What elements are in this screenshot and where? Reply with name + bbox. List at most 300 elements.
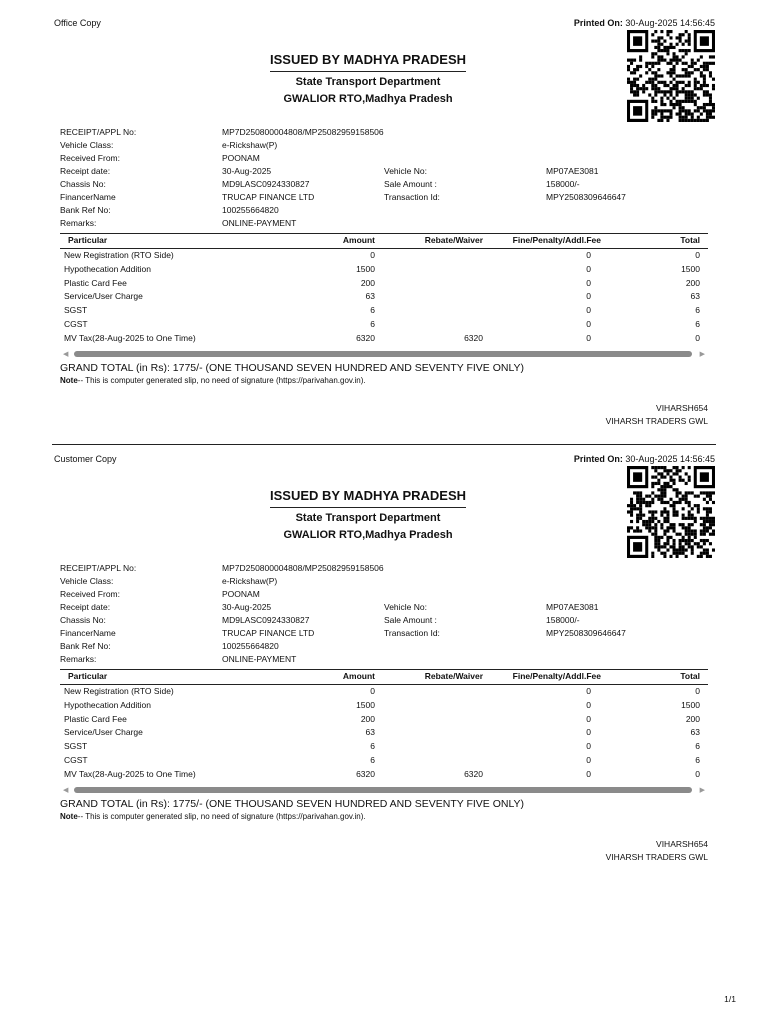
qr-module xyxy=(688,49,691,52)
qr-module xyxy=(660,116,663,119)
cell-particular: MV Tax(28-Aug-2025 to One Time) xyxy=(64,768,196,779)
qr-module xyxy=(663,93,666,96)
qr-module xyxy=(663,49,666,52)
qr-module xyxy=(633,59,636,62)
qr-module xyxy=(666,539,669,542)
qr-module xyxy=(663,555,666,558)
qr-module xyxy=(694,504,697,507)
qr-module xyxy=(679,498,682,501)
qr-module xyxy=(694,93,697,96)
qr-module xyxy=(682,536,685,539)
qr-module xyxy=(651,498,654,501)
qr-module xyxy=(679,539,682,542)
qr-module xyxy=(660,545,663,548)
qr-module xyxy=(669,90,672,93)
qr-module xyxy=(709,71,712,74)
qr-module xyxy=(691,93,694,96)
field-label: Sale Amount : xyxy=(384,178,437,189)
qr-module xyxy=(685,52,688,55)
qr-module xyxy=(676,55,679,58)
field-value: TRUCAP FINANCE LTD xyxy=(222,627,315,638)
header-total: Total xyxy=(680,235,700,245)
qr-module xyxy=(654,62,657,65)
cell-particular: CGST xyxy=(64,754,88,765)
scroll-left-icon[interactable]: ◀ xyxy=(63,351,69,358)
qr-module xyxy=(654,517,657,520)
qr-module xyxy=(679,548,682,551)
qr-module xyxy=(660,514,663,517)
qr-module xyxy=(691,523,694,526)
qr-module xyxy=(630,81,633,84)
qr-module xyxy=(648,495,651,498)
qr-module xyxy=(676,510,679,513)
qr-module xyxy=(712,78,715,81)
field-value: MD9LASC0924330827 xyxy=(222,178,310,189)
qr-module xyxy=(666,548,669,551)
field-label: Remarks: xyxy=(60,217,97,228)
horizontal-scrollbar[interactable] xyxy=(60,350,708,358)
qr-module xyxy=(706,112,709,115)
qr-module xyxy=(685,495,688,498)
qr-module xyxy=(688,529,691,532)
qr-module xyxy=(648,68,651,71)
grand-total: GRAND TOTAL (in Rs): 1775/- (ONE THOUSAND SEVEN HUNDRED AND SEVENTY FIVE ONLY) xyxy=(60,362,525,374)
qr-module xyxy=(697,68,700,71)
qr-module xyxy=(657,495,660,498)
qr-module xyxy=(663,545,666,548)
printed-on-label: Printed On: xyxy=(573,18,623,28)
qr-module xyxy=(660,488,663,491)
qr-module xyxy=(697,119,700,122)
qr-finder-pattern xyxy=(633,106,642,116)
copy-type-label: Customer Copy xyxy=(54,454,117,464)
qr-module xyxy=(700,517,703,520)
qr-module xyxy=(663,485,666,488)
qr-module xyxy=(666,510,669,513)
copy-type-label: Office Copy xyxy=(54,18,101,28)
qr-module xyxy=(669,479,672,482)
header-fine: Fine/Penalty/Addl.Fee xyxy=(512,235,601,245)
qr-module xyxy=(688,71,691,74)
qr-module xyxy=(703,533,706,536)
qr-module xyxy=(682,106,685,109)
qr-module xyxy=(627,68,630,71)
qr-module xyxy=(663,476,666,479)
qr-module xyxy=(651,526,654,529)
qr-module xyxy=(697,495,700,498)
cell-amount: 63 xyxy=(365,291,375,302)
qr-module xyxy=(691,97,694,100)
qr-module xyxy=(688,36,691,39)
qr-module xyxy=(657,542,660,545)
qr-module xyxy=(706,93,709,96)
qr-module xyxy=(673,510,676,513)
field-value: 158000/- xyxy=(546,178,580,189)
qr-module xyxy=(660,501,663,504)
issuer-title: ISSUED BY MADHYA PRADESH xyxy=(270,52,466,72)
qr-module xyxy=(694,62,697,65)
qr-module xyxy=(709,507,712,510)
qr-module xyxy=(688,501,691,504)
qr-module xyxy=(654,84,657,87)
cell-amount: 200 xyxy=(360,713,375,724)
qr-module xyxy=(706,62,709,65)
qr-module xyxy=(657,548,660,551)
qr-module xyxy=(673,507,676,510)
qr-module xyxy=(666,109,669,112)
qr-module xyxy=(679,74,682,77)
qr-module xyxy=(657,55,660,58)
qr-module xyxy=(712,84,715,87)
qr-module xyxy=(700,71,703,74)
fee-table xyxy=(60,669,708,782)
qr-module xyxy=(712,103,715,106)
qr-module xyxy=(706,510,709,513)
qr-module xyxy=(685,472,688,475)
qr-module xyxy=(654,523,657,526)
note-body: -- This is computer generated slip, no need of signature (https://parivahan.gov.in). xyxy=(77,376,366,385)
qr-module xyxy=(633,81,636,84)
qr-module xyxy=(636,93,639,96)
qr-module xyxy=(669,536,672,539)
qr-module xyxy=(666,501,669,504)
qr-module xyxy=(676,501,679,504)
qr-module xyxy=(639,87,642,90)
qr-module xyxy=(660,112,663,115)
qr-module xyxy=(651,116,654,119)
qr-finder-pattern xyxy=(633,542,642,552)
table-row xyxy=(60,685,708,699)
cell-amount: 6 xyxy=(370,305,375,316)
qr-module xyxy=(703,106,706,109)
qr-module xyxy=(679,106,682,109)
qr-module xyxy=(627,526,630,529)
qr-module xyxy=(666,116,669,119)
printed-on-value: 30-Aug-2025 14:56:45 xyxy=(625,18,715,28)
field-label: Receipt date: xyxy=(60,165,111,176)
qr-module xyxy=(703,539,706,542)
qr-module xyxy=(636,90,639,93)
qr-module xyxy=(688,97,691,100)
signature-name: VIHARSH TRADERS GWL xyxy=(605,416,708,426)
qr-module xyxy=(654,539,657,542)
cell-total: 0 xyxy=(695,768,700,779)
qr-module xyxy=(651,514,654,517)
scroll-left-icon[interactable]: ◀ xyxy=(63,787,69,794)
field-value: 100255664820 xyxy=(222,640,279,651)
qr-module xyxy=(685,116,688,119)
qr-module xyxy=(673,488,676,491)
qr-module xyxy=(703,523,706,526)
cell-total: 1500 xyxy=(681,263,700,274)
qr-module xyxy=(651,109,654,112)
qr-module xyxy=(673,472,676,475)
qr-module xyxy=(663,533,666,536)
qr-module xyxy=(654,78,657,81)
qr-module xyxy=(676,84,679,87)
scrollbar-thumb[interactable] xyxy=(74,787,692,793)
qr-module xyxy=(712,533,715,536)
qr-module xyxy=(685,526,688,529)
field-value: ONLINE-PAYMENT xyxy=(222,653,297,664)
scroll-right-icon[interactable]: ▶ xyxy=(699,787,705,794)
qr-module xyxy=(697,106,700,109)
qr-module xyxy=(669,81,672,84)
qr-module xyxy=(666,119,669,122)
qr-module xyxy=(654,40,657,43)
qr-module xyxy=(636,68,639,71)
qr-module xyxy=(666,469,669,472)
qr-module xyxy=(666,30,669,33)
cell-amount: 6320 xyxy=(356,332,375,343)
qr-module xyxy=(706,68,709,71)
qr-module xyxy=(657,74,660,77)
field-label: Transaction Id: xyxy=(384,627,440,638)
qr-module xyxy=(691,552,694,555)
qr-module xyxy=(660,498,663,501)
qr-module xyxy=(654,74,657,77)
qr-module xyxy=(663,552,666,555)
qr-module xyxy=(669,112,672,115)
qr-module xyxy=(666,529,669,532)
rto-name: GWALIOR RTO,Madhya Pradesh xyxy=(283,529,453,541)
qr-module xyxy=(691,112,694,115)
qr-module xyxy=(639,74,642,77)
qr-module xyxy=(709,109,712,112)
qr-module xyxy=(676,488,679,491)
field-label: RECEIPT/APPL No: xyxy=(60,563,137,573)
qr-module xyxy=(636,87,639,90)
qr-module xyxy=(660,466,663,469)
qr-module xyxy=(663,40,666,43)
qr-module xyxy=(694,87,697,90)
qr-module xyxy=(651,78,654,81)
qr-module xyxy=(676,81,679,84)
qr-module xyxy=(679,533,682,536)
qr-module xyxy=(679,491,682,494)
cell-fine: 0 xyxy=(586,250,591,260)
qr-module xyxy=(654,52,657,55)
qr-module xyxy=(694,529,697,532)
qr-module xyxy=(685,49,688,52)
qr-module xyxy=(660,100,663,103)
qr-module xyxy=(673,514,676,517)
qr-module xyxy=(645,81,648,84)
qr-module xyxy=(682,523,685,526)
qr-module xyxy=(703,90,706,93)
qr-module xyxy=(679,81,682,84)
qr-module xyxy=(691,533,694,536)
qr-module xyxy=(691,90,694,93)
qr-module xyxy=(636,514,639,517)
qr-module xyxy=(666,542,669,545)
field-label: FinancerName xyxy=(60,191,116,202)
qr-module xyxy=(691,491,694,494)
qr-module xyxy=(651,33,654,36)
signature-id: VIHARSH654 xyxy=(656,403,708,413)
qr-finder-pattern xyxy=(633,36,642,46)
qr-module xyxy=(630,59,633,62)
qr-module xyxy=(654,109,657,112)
qr-module xyxy=(654,542,657,545)
qr-module xyxy=(660,485,663,488)
qr-module xyxy=(654,87,657,90)
qr-module xyxy=(654,71,657,74)
qr-module xyxy=(700,539,703,542)
qr-code-graphic xyxy=(627,30,715,122)
qr-module xyxy=(663,529,666,532)
scrollbar-thumb[interactable] xyxy=(74,351,692,357)
header-rebate: Rebate/Waiver xyxy=(424,671,483,681)
qr-module xyxy=(688,109,691,112)
qr-module xyxy=(703,109,706,112)
qr-module xyxy=(666,46,669,49)
table-row xyxy=(60,726,708,740)
qr-module xyxy=(657,49,660,52)
qr-module xyxy=(676,548,679,551)
qr-module xyxy=(636,520,639,523)
cell-rebate: 6320 xyxy=(464,768,483,779)
qr-module xyxy=(648,504,651,507)
qr-module xyxy=(627,529,630,532)
cell-amount: 0 xyxy=(370,686,375,696)
qr-module xyxy=(673,68,676,71)
qr-module xyxy=(679,103,682,106)
qr-module xyxy=(654,495,657,498)
field-value: MPY2508309646647 xyxy=(546,627,626,638)
qr-module xyxy=(685,548,688,551)
qr-module xyxy=(676,514,679,517)
qr-module xyxy=(663,109,666,112)
qr-module xyxy=(651,81,654,84)
fee-table-header xyxy=(60,233,708,249)
qr-module xyxy=(688,476,691,479)
qr-module xyxy=(657,43,660,46)
qr-module xyxy=(660,43,663,46)
field-label: Chassis No: xyxy=(60,178,106,189)
scroll-right-icon[interactable]: ▶ xyxy=(699,351,705,358)
qr-module xyxy=(660,536,663,539)
qr-module xyxy=(660,81,663,84)
qr-module xyxy=(685,90,688,93)
cell-particular: Plastic Card Fee xyxy=(64,713,127,724)
qr-module xyxy=(685,498,688,501)
qr-module xyxy=(669,36,672,39)
qr-module xyxy=(673,87,676,90)
qr-module xyxy=(712,87,715,90)
qr-module xyxy=(703,526,706,529)
qr-module xyxy=(685,93,688,96)
qr-module xyxy=(709,523,712,526)
qr-module xyxy=(703,62,706,65)
qr-module xyxy=(697,116,700,119)
qr-module xyxy=(666,482,669,485)
qr-module xyxy=(712,523,715,526)
qr-module xyxy=(697,542,700,545)
qr-module xyxy=(691,514,694,517)
qr-module xyxy=(709,97,712,100)
qr-module xyxy=(660,30,663,33)
cell-total: 63 xyxy=(690,291,700,302)
note-text xyxy=(60,376,366,385)
qr-module xyxy=(697,555,700,558)
cell-particular: New Registration (RTO Side) xyxy=(64,250,174,260)
qr-module xyxy=(688,40,691,43)
qr-module xyxy=(700,523,703,526)
qr-module xyxy=(682,90,685,93)
qr-module xyxy=(688,523,691,526)
horizontal-scrollbar[interactable] xyxy=(60,786,708,794)
qr-module xyxy=(676,491,679,494)
qr-module xyxy=(648,523,651,526)
qr-module xyxy=(679,112,682,115)
qr-module xyxy=(682,545,685,548)
qr-module xyxy=(685,533,688,536)
field-label: Vehicle No: xyxy=(384,165,427,176)
qr-module xyxy=(682,116,685,119)
qr-module xyxy=(697,504,700,507)
qr-module xyxy=(706,90,709,93)
qr-module xyxy=(703,542,706,545)
qr-module xyxy=(663,517,666,520)
cell-particular: New Registration (RTO Side) xyxy=(64,686,174,696)
qr-module xyxy=(685,97,688,100)
qr-module xyxy=(669,469,672,472)
qr-code xyxy=(627,30,715,122)
qr-module xyxy=(648,78,651,81)
qr-module xyxy=(633,68,636,71)
qr-module xyxy=(639,510,642,513)
qr-module xyxy=(694,109,697,112)
qr-module xyxy=(663,103,666,106)
qr-module xyxy=(633,78,636,81)
cell-total: 6 xyxy=(695,318,700,329)
qr-module xyxy=(709,100,712,103)
header-fine: Fine/Penalty/Addl.Fee xyxy=(512,671,601,681)
field-value: POONAM xyxy=(222,152,260,163)
field-label: Received From: xyxy=(60,152,120,163)
qr-module xyxy=(679,476,682,479)
qr-module xyxy=(642,87,645,90)
header-amount: Amount xyxy=(342,671,375,681)
qr-module xyxy=(636,526,639,529)
qr-module xyxy=(663,491,666,494)
qr-module xyxy=(685,501,688,504)
qr-module xyxy=(703,78,706,81)
qr-module xyxy=(691,529,694,532)
qr-module xyxy=(657,472,660,475)
qr-module xyxy=(651,501,654,504)
qr-module xyxy=(630,62,633,65)
cell-total: 200 xyxy=(685,277,700,288)
field-value: MPY2508309646647 xyxy=(546,191,626,202)
qr-module xyxy=(706,495,709,498)
note-label: Note xyxy=(60,376,78,385)
qr-module xyxy=(682,479,685,482)
cell-fine: 0 xyxy=(586,699,591,710)
field-label: RECEIPT/APPL No: xyxy=(60,127,137,137)
qr-module xyxy=(654,90,657,93)
qr-module xyxy=(648,520,651,523)
table-row xyxy=(60,332,708,346)
qr-module xyxy=(685,491,688,494)
cell-total: 1500 xyxy=(681,699,700,710)
qr-module xyxy=(700,65,703,68)
field-value: MD9LASC0924330827 xyxy=(222,614,310,625)
qr-module xyxy=(673,84,676,87)
qr-module xyxy=(642,501,645,504)
cell-rebate: 6320 xyxy=(464,332,483,343)
